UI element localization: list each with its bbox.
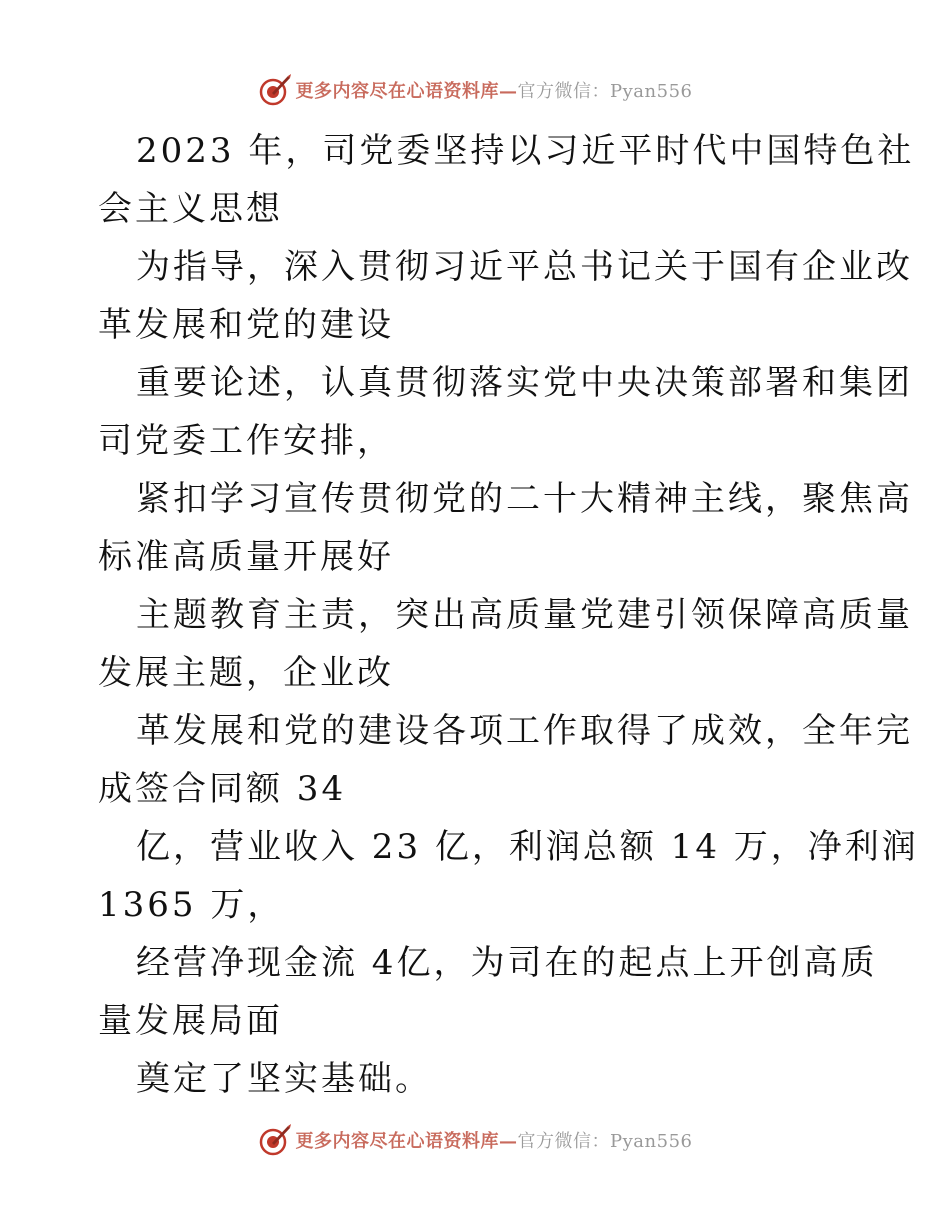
text-line: 紧扣学习宣传贯彻党的二十大精神主线，聚焦高 <box>136 479 913 519</box>
text-line: 经营净现金流 4亿，为司在的起点上开创高质 <box>136 943 878 983</box>
text-line: 奠定了坚实基础。 <box>136 1059 432 1099</box>
quill-seal-icon <box>258 1123 292 1157</box>
text-line: 亿，营业收入 23 亿，利润总额 14 万，净利润 <box>136 827 919 867</box>
quill-seal-icon <box>258 73 292 107</box>
watermark-suffix: 官方微信：Pyan556 <box>517 81 693 102</box>
text-line: 为指导，深入贯彻习近平总书记关于国有企业改 <box>136 247 913 287</box>
text-line: 标准高质量开展好 <box>98 537 394 577</box>
watermark-text <box>296 77 693 103</box>
footer-watermark <box>0 1120 950 1160</box>
watermark-text <box>296 1127 693 1153</box>
text-line: 量发展局面 <box>98 1001 283 1041</box>
text-line: 革发展和党的建设 <box>98 305 394 345</box>
document-body <box>98 122 919 1108</box>
watermark-main: 更多内容尽在心语资料库— <box>295 1131 518 1152</box>
header-watermark <box>0 70 950 110</box>
text-line: 革发展和党的建设各项工作取得了成效，全年完 <box>136 711 913 751</box>
text-line: 成签合同额 34 <box>98 769 347 809</box>
watermark-suffix: 官方微信：Pyan556 <box>517 1131 693 1152</box>
text-line: 重要论述，认真贯彻落实党中央决策部署和集团 <box>136 363 913 403</box>
text-line: 发展主题，企业改 <box>98 653 394 693</box>
text-line: 1365 万， <box>98 885 285 925</box>
text-line: 会主义思想 <box>98 189 283 229</box>
text-line: 2023 年，司党委坚持以习近平时代中国特色社 <box>136 131 915 171</box>
text-line: 司党委工作安排， <box>98 421 394 461</box>
watermark-main: 更多内容尽在心语资料库— <box>295 81 518 102</box>
text-line: 主题教育主责，突出高质量党建引领保障高质量 <box>136 595 913 635</box>
